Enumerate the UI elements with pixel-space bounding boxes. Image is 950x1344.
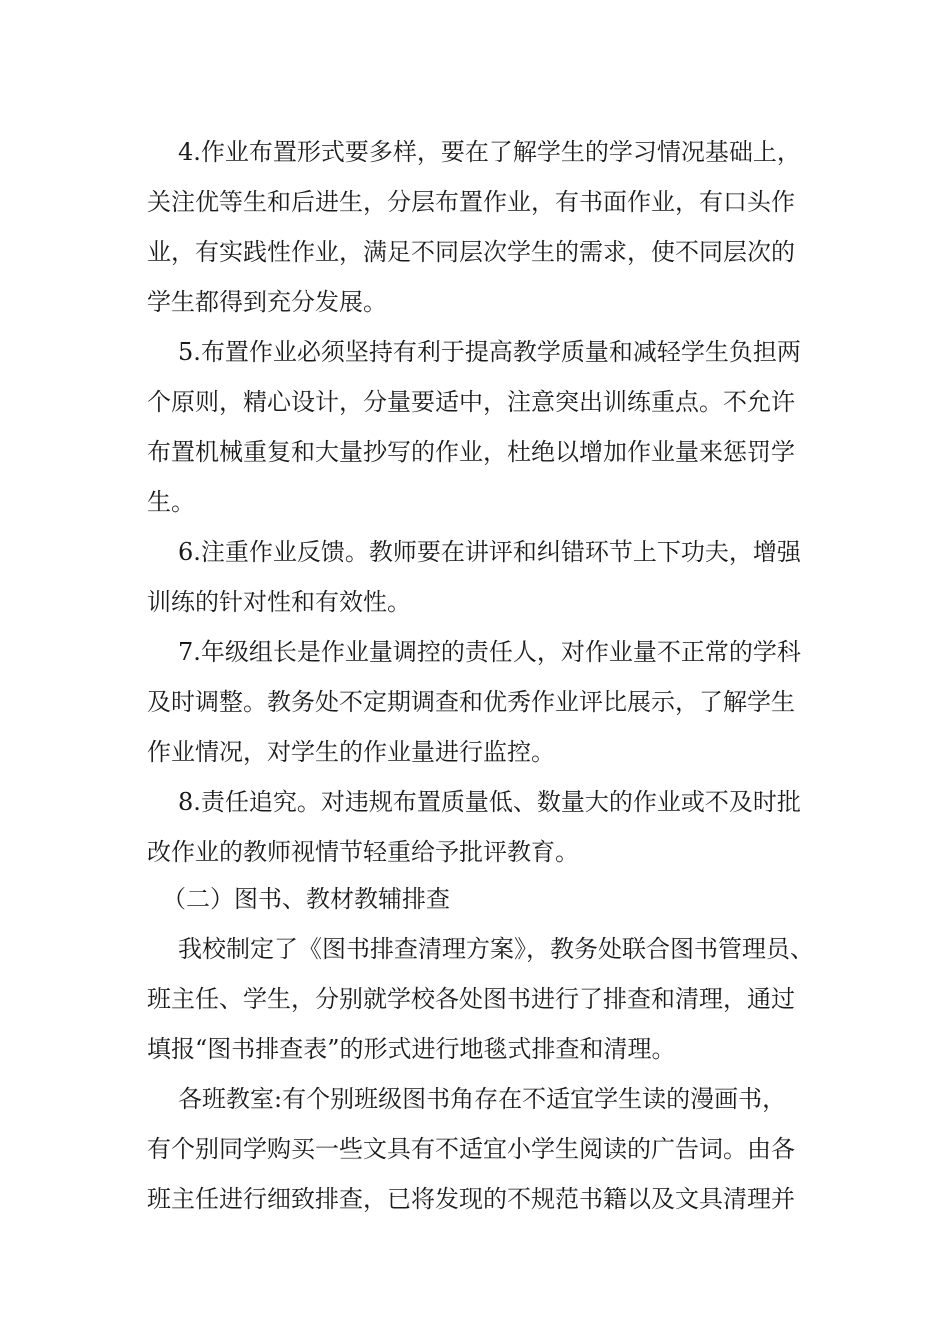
text-line: 学生都得到充分发展。 (147, 288, 387, 316)
text-line: 班主任进行细致排查，已将发现的不规范书籍以及文具清理并 (147, 1185, 795, 1213)
text-line: 填报“图书排查表”的形式进行地毯式排查和清理。 (147, 1035, 676, 1063)
text-line: 各班教室:有个别班级图书角存在不适宜学生读的漫画书， (178, 1085, 787, 1113)
text-line: 5.布置作业必须坚持有利于提高教学质量和减轻学生负担两 (178, 338, 801, 366)
text-line: 6.注重作业反馈。教师要在讲评和纠错环节上下功夫，增强 (178, 538, 801, 566)
section-heading: （二）图书、教材教辅排查 (162, 885, 450, 913)
text-line: 有个别同学购买一些文具有不适宜小学生阅读的广告词。由各 (147, 1135, 795, 1163)
text-line: 7.年级组长是作业量调控的责任人，对作业量不正常的学科 (178, 638, 801, 666)
text-line: 改作业的教师视情节轻重给予批评教育。 (147, 838, 579, 866)
text-line: 业，有实践性作业，满足不同层次学生的需求，使不同层次的 (147, 238, 795, 266)
text-line: 关注优等生和后进生，分层布置作业，有书面作业，有口头作 (147, 188, 795, 216)
text-line: 个原则，精心设计，分量要适中，注意突出训练重点。不允许 (147, 388, 795, 416)
text-line: 生。 (147, 488, 195, 516)
text-line: 布置机械重复和大量抄写的作业，杜绝以增加作业量来惩罚学 (147, 438, 795, 466)
text-line: 8.责任追究。对违规布置质量低、数量大的作业或不及时批 (178, 788, 801, 816)
text-line: 班主任、学生，分别就学校各处图书进行了排查和清理，通过 (147, 985, 795, 1013)
text-line: 我校制定了《图书排查清理方案》，教务处联合图书管理员、 (178, 935, 814, 963)
text-line: 作业情况，对学生的作业量进行监控。 (147, 738, 555, 766)
text-line: 及时调整。教务处不定期调查和优秀作业评比展示，了解学生 (147, 688, 795, 716)
text-line: 4.作业布置形式要多样，要在了解学生的学习情况基础上， (178, 138, 801, 166)
text-line: 训练的针对性和有效性。 (147, 588, 411, 616)
